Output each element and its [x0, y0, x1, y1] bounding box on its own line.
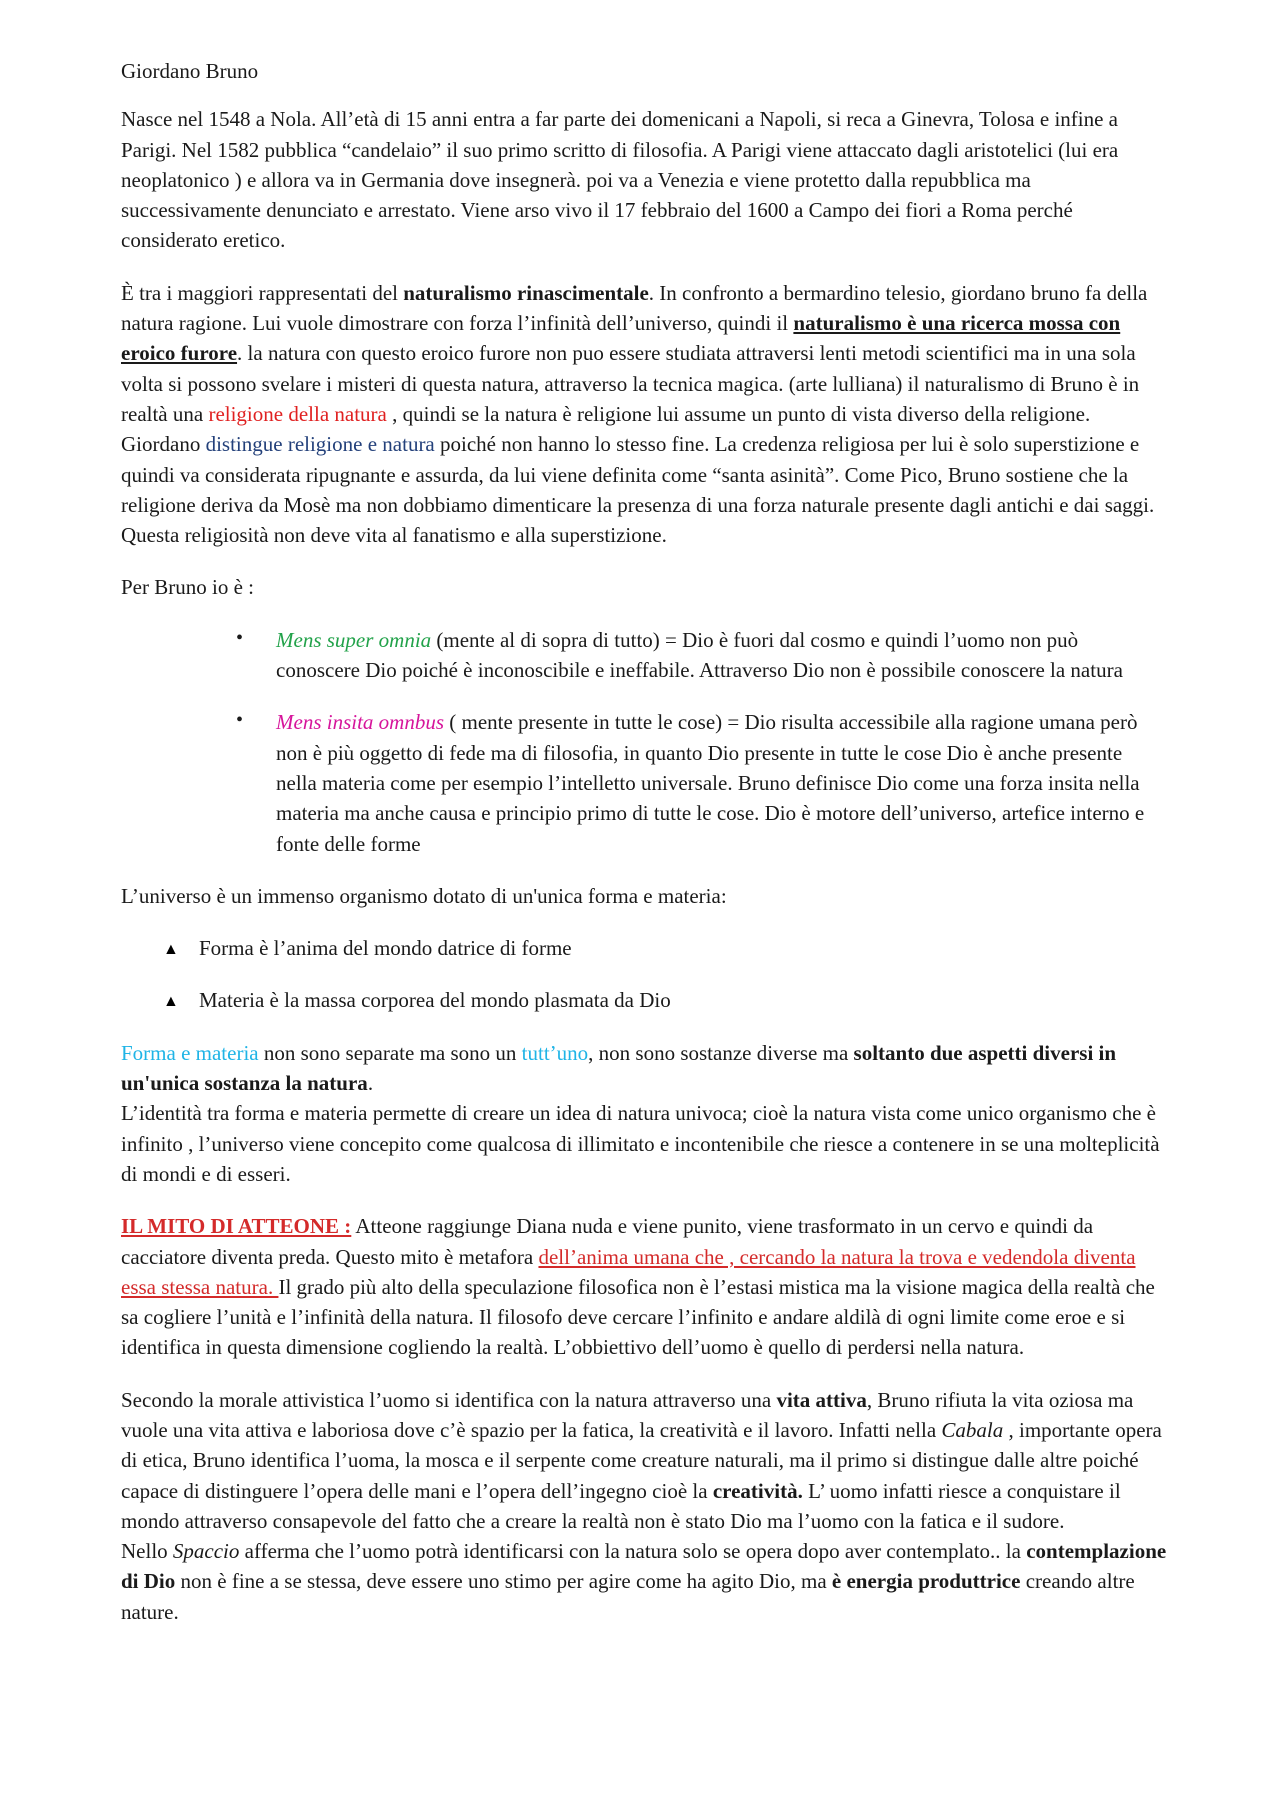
paragraph-biography: Nasce nel 1548 a Nola. All’età di 15 anni entra a far parte dei domenicani a Napoli, si reca a Ginevra, Tolosa e infine a Parigi. Nel 1582 pubblica “candelaio” il suo primo scritto di filosofia. A Parigi viene attaccato dagli aristotelici (lui era neoplatonico ) e allora va in Germania dove insegnerà. poi va a Venezia e viene protetto dalla repubblica ma successivamente denunciato e arrestato. Viene arso vivo il 17 febbraio del 1600 a Campo dei fiori a Roma perché considerato eretico.: [121, 107, 1119, 253]
paragraph-mito-atteone: IL MITO DI ATTEONE : Atteone raggiunge Diana nuda e viene punito, viene trasformato in un cervo e quindi da cacciatore diventa preda. Questo mito è metafora dell’anima umana che , cercando la natura la trova e vedendola diventa essa stessa natura. Il grado più alto della speculazione filosofica non è l’estasi mistica ma la visione magica della realtà che sa cogliere l’unità e l’infinità della natura. Il filosofo deve cercare l’infinito e andare aldilà di ogni limite come eroe e si identifica in questa dimensione cogliendo la realtà. L’obbiettivo dell’uomo è quello di perdersi nella natura.: [121, 1214, 1155, 1360]
list-item: • Mens super omnia (mente al di sopra di tutto) = Dio è fuori dal cosmo e quindi l’uomo non può conoscere Dio poiché è inconoscibile e ineffabile. Attraverso Dio non è possibile conoscere la natura: [121, 625, 1167, 686]
bold-soltanto-due-aspetti: soltanto due aspetti diversi in un'unica sostanza la natura: [121, 1040, 1117, 1096]
triangle-icon: ▲: [163, 941, 179, 959]
bold-contemplazione-di-dio: contemplazione di Dio: [121, 1539, 1167, 1594]
paragraph-forma-materia: Forma e materia non sono separate ma sono un tutt’uno, non sono sostanze diverse ma soltanto due aspetti diversi in un'unica sostanza la natura.: [121, 1040, 1117, 1096]
paragraph-identita: L’identità tra forma e materia permette di creare un idea di natura univoca; cioè la natura vista come unico organismo che è infinito , l’universo viene concepito come qualcosa di illimitato e incontenibile che riesce a contenere in se una molteplicità di mondi e di esseri.: [121, 1101, 1160, 1186]
list-item: • Mens insita omnbus ( mente presente in tutte le cose) = Dio risulta accessibile alla ragione umana però non è più oggetto di fede ma di filosofia, in quanto Dio presente in tutte le cose Dio è anche presente nella materia come per esempio l’intelletto universale. Bruno definisce Dio come una forza insita nella materia ma anche causa e principio primo di tutte le cose. Dio è motore dell’universo, artefice interno e fonte delle forme: [121, 707, 1167, 858]
term-mens-insita-omnbus: Mens insita omnbus: [276, 710, 444, 735]
triangle-icon: ▲: [163, 993, 179, 1011]
paragraph-morale-attivistica: Secondo la morale attivistica l’uomo si identifica con la natura attraverso una vita attiva, Bruno rifiuta la vita oziosa ma vuole una vita attiva e laboriosa dove c’è spazio per la fatica, la creatività e il lavoro. Infatti nella Cabala , importante opera di etica, Bruno identifica l’uoma, la mosca e il serpente come creature naturali, ma il primo si distingue dalle altre poiché capace di distinguere l’opera delle mani e l’opera dell’ingegno cioè la creatività. L’ uomo infatti riesce a conquistare il mondo attraverso consapevole del fatto che a creare la realtà non è stato Dio ma l’uomo con la fatica e il sudore.: [121, 1387, 1162, 1533]
highlight-tutt-uno: tutt’uno: [521, 1040, 589, 1065]
bold-energia-produttrice: è energia produttrice: [831, 1569, 1021, 1594]
bullet-icon: •: [236, 626, 244, 649]
paragraph-universo: L’universo è un immenso organismo dotato di un'unica forma e materia:: [121, 883, 727, 908]
bold-creativita: creatività.: [712, 1478, 803, 1503]
bold-vita-attiva: vita attiva: [776, 1387, 867, 1412]
paragraph-naturalism: È tra i maggiori rappresentati del naturalismo rinascimentale. In confronto a bermardino telesio, giordano bruno fa della natura ragione. Lui vuole dimostrare con forza l’infinità dell’universo, quindi il naturalismo è una ricerca mossa con eroico furore. la natura con questo eroico furore non puo essere studiata attraversi lenti metodi scientifici ma in una sola volta si possono svelare i misteri di questa natura, attraverso la tecnica magica. (arte lulliana) il naturalismo di Bruno è in realtà una religione della natura , quindi se la natura è religione lui assume un punto di vista diverso della religione. Giordano distingue religione e natura poiché non hanno lo stesso fine. La credenza religiosa per lui è solo superstizione e quindi va considerata ripugnante e assurda, da lui viene definita come “santa asinità”. Come Pico, Bruno sostiene che la religione deriva da Mosè ma non dobbiamo dimenticare la presenza di una forza naturale presente dagli antichi e dai saggi. Questa religiosità non deve vita al fanatismo e alla superstizione.: [121, 280, 1155, 548]
paragraph-per-bruno: Per Bruno io è :: [121, 575, 254, 600]
italic-spaccio: Spaccio: [172, 1539, 240, 1564]
list-item: ▲ Materia è la massa corporea del mondo plasmata da Dio: [121, 985, 1167, 1015]
list-item: ▲ Forma è l’anima del mondo datrice di forme: [121, 933, 1167, 963]
paragraph-spaccio: Nello Spaccio afferma che l’uomo potrà identificarsi con la natura solo se opera dopo aver contemplato.. la contemplazione di Dio non è fine a se stessa, deve essere uno stimo per agire come ha agito Dio, ma è energia produttrice creando altre nature.: [121, 1539, 1167, 1624]
bullet-icon: •: [236, 709, 244, 732]
highlight-religione-della-natura: religione della natura: [208, 401, 387, 426]
document-page: [121, 56, 1167, 1649]
document-title: Giordano Bruno: [121, 59, 259, 83]
underlined-eroico-furore: naturalismo è una ricerca mossa con eroico furore: [121, 311, 1121, 366]
heading-mito-di-atteone: IL MITO DI ATTEONE :: [121, 1214, 352, 1239]
bullet-list-mens: [121, 625, 1167, 859]
highlight-anima-umana: dell’anima umana che , cercando la natura la trova e vedendola diventa essa stessa natura.: [121, 1244, 1136, 1299]
highlight-distingue-religione: distingue religione e natura: [205, 432, 435, 457]
term-mens-super-omnia: Mens super omnia: [276, 627, 432, 652]
highlight-forma-e-materia: Forma e materia: [121, 1040, 259, 1065]
triangle-list-forma-materia: [121, 933, 1167, 1016]
bold-naturalismo-rinascimentale: naturalismo rinascimentale: [403, 280, 649, 305]
italic-cabala: Cabala: [941, 1417, 1004, 1442]
